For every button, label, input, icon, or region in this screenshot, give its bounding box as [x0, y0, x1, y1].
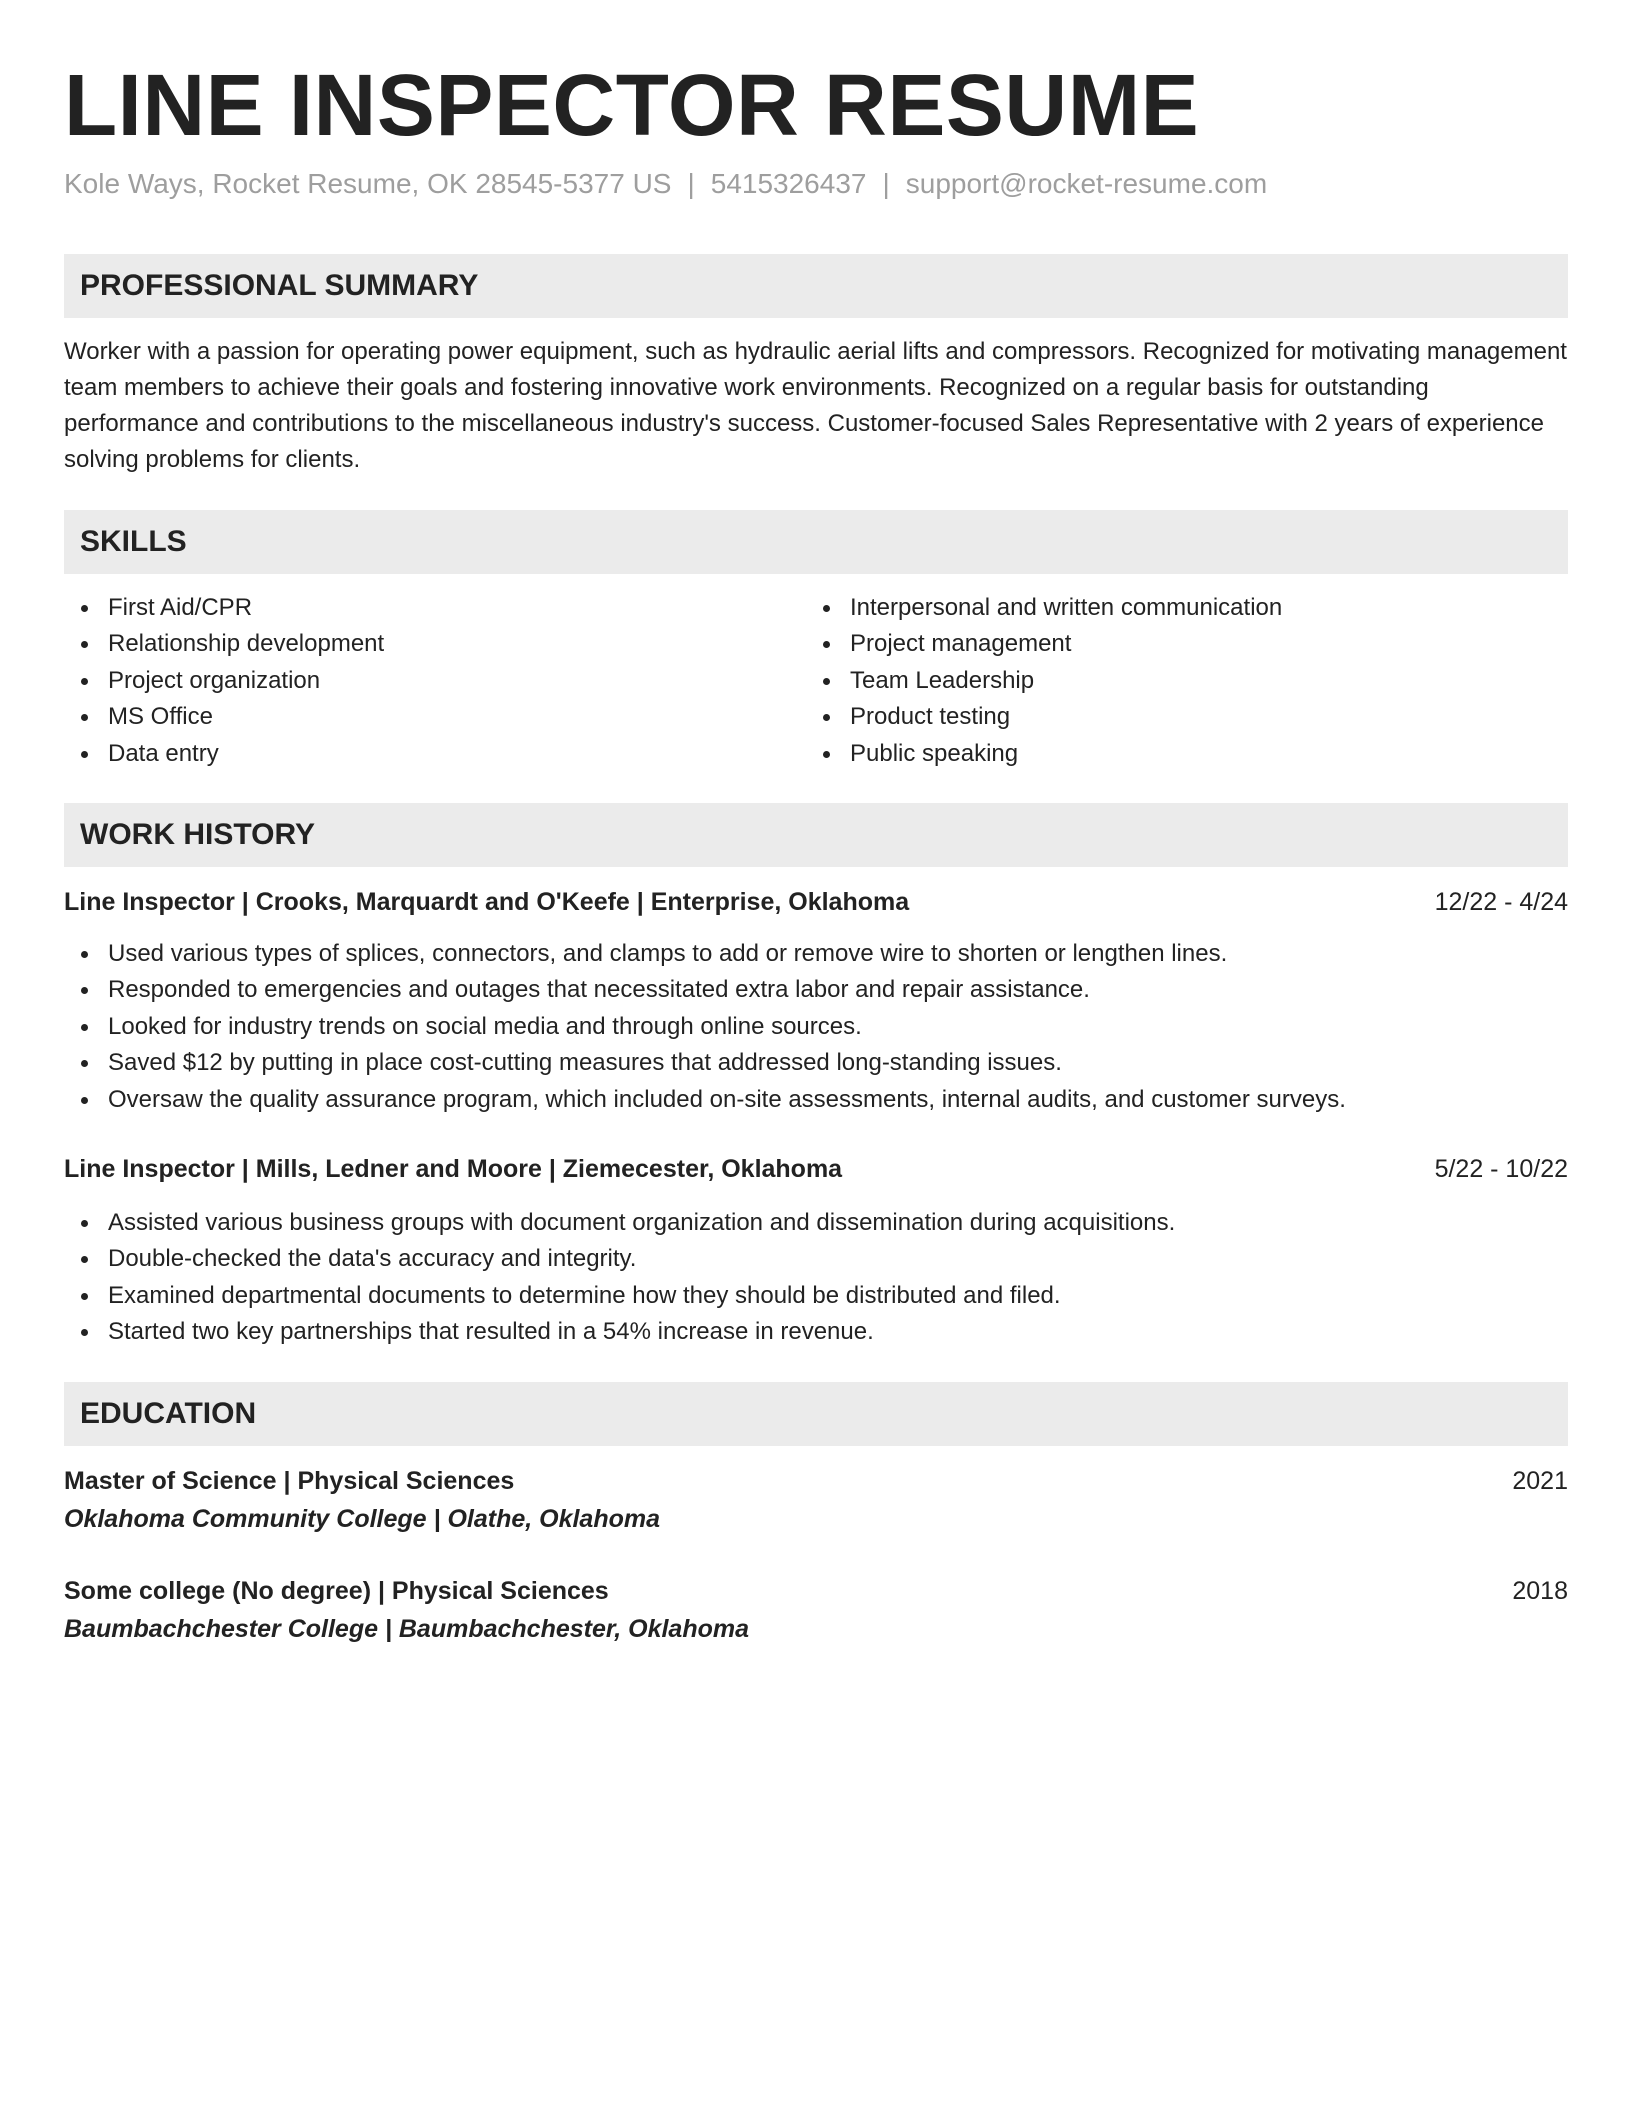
resume-title: LINE INSPECTOR RESUME [64, 57, 1200, 154]
job-bullet: Saved $12 by putting in place cost-cutting measures that addressed long-standing issues. [64, 1045, 1568, 1081]
education-heading: EDUCATION [80, 1397, 257, 1430]
contact-separator: | [882, 168, 890, 199]
job-dates: 12/22 - 4/24 [1434, 888, 1568, 916]
summary-text: Worker with a passion for operating power equipment, such as hydraulic aerial lifts and compressors. Recognized for motivating management team members to achieve their goals and fostering innovative work environments. Recognized on a regular basis for outstanding performance and contributions to the miscellaneous industry's success. Customer-focused Sales Representative with 2 years of experience solving problems for clients. [64, 338, 1567, 473]
skill-item: Data entry [64, 736, 384, 772]
education-year: 2018 [1512, 1577, 1568, 1605]
skills-column-right [806, 590, 1282, 772]
skill-item: MS Office [64, 699, 384, 735]
job-bullet: Oversaw the quality assurance program, which included on-site assessments, internal audits, and customer surveys. [64, 1082, 1568, 1118]
skill-item: Relationship development [64, 626, 384, 662]
contact-separator: | [687, 168, 695, 199]
skill-item: Project organization [64, 663, 384, 699]
education-section-header [64, 1382, 1568, 1446]
skills-heading: SKILLS [80, 525, 187, 558]
education-degree: Some college (No degree) | Physical Sciences [64, 1577, 609, 1605]
job-header [64, 884, 1568, 920]
job-dates: 5/22 - 10/22 [1434, 1155, 1568, 1183]
skill-item: Project management [806, 626, 1282, 662]
contact-line [64, 164, 1267, 204]
summary-heading: PROFESSIONAL SUMMARY [80, 269, 479, 302]
skill-item: First Aid/CPR [64, 590, 384, 626]
job-bullet: Assisted various business groups with document organization and dissemination during acquisitions. [64, 1205, 1568, 1241]
skill-item: Team Leadership [806, 663, 1282, 699]
summary-section-header [64, 254, 1568, 318]
job-header [64, 1151, 1568, 1187]
job-bullet: Started two key partnerships that resulted in a 54% increase in revenue. [64, 1314, 1568, 1350]
job-bullet: Used various types of splices, connectors, and clamps to add or remove wire to shorten or lengthen lines. [64, 936, 1568, 972]
education-school: Oklahoma Community College | Olathe, Oklahoma [64, 1505, 661, 1533]
skill-item: Interpersonal and written communication [806, 590, 1282, 626]
job-entry [64, 884, 1568, 1118]
contact-email: support@rocket-resume.com [905, 168, 1268, 199]
skills-section-header [64, 510, 1568, 574]
work-section-header [64, 803, 1568, 867]
job-bullet: Examined departmental documents to determine how they should be distributed and filed. [64, 1278, 1568, 1314]
education-header [64, 1462, 1568, 1500]
education-degree: Master of Science | Physical Sciences [64, 1467, 515, 1495]
skill-item: Public speaking [806, 736, 1282, 772]
job-bullet: Looked for industry trends on social media and through online sources. [64, 1009, 1568, 1045]
job-entry [64, 1151, 1568, 1351]
skills-column-left [64, 590, 384, 772]
education-entry [64, 1572, 1568, 1648]
education-school: Baumbachchester College | Baumbachchester, Oklahoma [64, 1615, 750, 1643]
education-header [64, 1572, 1568, 1610]
job-bullet: Responded to emergencies and outages that necessitated extra labor and repair assistance. [64, 972, 1568, 1008]
job-bullet: Double-checked the data's accuracy and integrity. [64, 1241, 1568, 1277]
contact-address: Kole Ways, Rocket Resume, OK 28545-5377 US [64, 168, 672, 199]
job-bullets [64, 936, 1568, 1118]
skill-item: Product testing [806, 699, 1282, 735]
job-bullets [64, 1205, 1568, 1351]
job-title: Line Inspector | Crooks, Marquardt and O'Keefe | Enterprise, Oklahoma [64, 888, 910, 916]
education-entry [64, 1462, 1568, 1538]
work-heading: WORK HISTORY [80, 818, 316, 851]
education-year: 2021 [1512, 1467, 1568, 1495]
job-title: Line Inspector | Mills, Ledner and Moore | Ziemecester, Oklahoma [64, 1155, 843, 1183]
contact-phone: 5415326437 [710, 168, 867, 199]
